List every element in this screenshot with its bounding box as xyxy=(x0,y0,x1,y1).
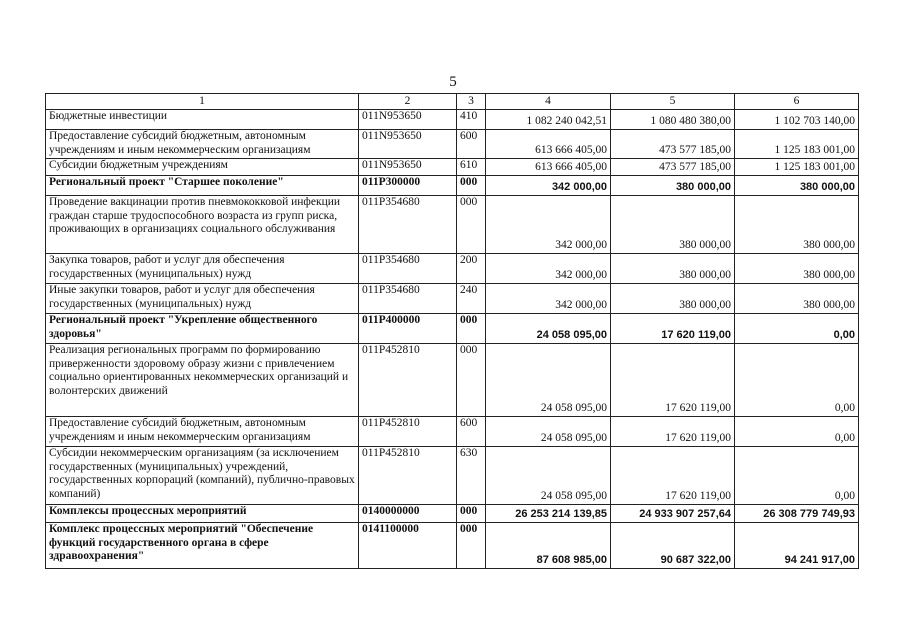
row-amount-col5: 17 620 119,00 xyxy=(611,417,735,447)
row-code: 011P452810 xyxy=(359,417,457,447)
table-row xyxy=(46,344,859,417)
row-amount-col5: 473 577 185,00 xyxy=(611,159,735,176)
budget-table xyxy=(45,93,859,569)
row-amount-col6: 380 000,00 xyxy=(735,284,859,314)
row-amount-col5: 380 000,00 xyxy=(611,254,735,284)
row-amount-col4: 613 666 405,00 xyxy=(486,159,611,176)
column-header: 5 xyxy=(611,94,735,110)
row-name: Проведение вакцинации против пневмококковой инфекции граждан старше трудоспособного возраста из групп риска, проживающих в организациях социального обслуживания xyxy=(46,196,359,254)
table-row xyxy=(46,196,859,254)
row-code: 011N953650 xyxy=(359,159,457,176)
row-name: Субсидии некоммерческим организациям (за исключением государственных (муниципальных) учреждений, государственных корпораций (компаний), публично-правовых компаний) xyxy=(46,447,359,505)
row-name: Предоставление субсидий бюджетным, автономным учреждениям и иным некоммерческим организациям xyxy=(46,417,359,447)
row-amount-col6: 0,00 xyxy=(735,447,859,505)
table-row xyxy=(46,417,859,447)
row-code: 0141100000 xyxy=(359,523,457,569)
row-amount-col5: 90 687 322,00 xyxy=(611,523,735,569)
row-amount-col5: 380 000,00 xyxy=(611,196,735,254)
row-amount-col6: 94 241 917,00 xyxy=(735,523,859,569)
row-amount-col4: 613 666 405,00 xyxy=(486,130,611,159)
row-amount-col5: 17 620 119,00 xyxy=(611,447,735,505)
row-amount-col5: 24 933 907 257,64 xyxy=(611,505,735,523)
table-row xyxy=(46,159,859,176)
row-amount-col4: 1 082 240 042,51 xyxy=(486,110,611,130)
row-code: 011P400000 xyxy=(359,314,457,344)
table-row xyxy=(46,130,859,159)
table-row xyxy=(46,284,859,314)
row-expense-type: 610 xyxy=(457,159,486,176)
row-expense-type: 600 xyxy=(457,417,486,447)
table-row xyxy=(46,254,859,284)
row-name: Комплекс процессных мероприятий "Обеспечение функций государственного органа в сфере здравоохранения" xyxy=(46,523,359,569)
row-amount-col6: 380 000,00 xyxy=(735,254,859,284)
row-expense-type: 240 xyxy=(457,284,486,314)
column-header: 6 xyxy=(735,94,859,110)
row-code: 011P354680 xyxy=(359,284,457,314)
table-row xyxy=(46,176,859,196)
row-amount-col4: 342 000,00 xyxy=(486,196,611,254)
row-name: Региональный проект "Укрепление общественного здоровья" xyxy=(46,314,359,344)
column-header: 2 xyxy=(359,94,457,110)
row-amount-col4: 26 253 214 139,85 xyxy=(486,505,611,523)
row-amount-col5: 380 000,00 xyxy=(611,176,735,196)
row-code: 011P354680 xyxy=(359,254,457,284)
row-amount-col6: 0,00 xyxy=(735,417,859,447)
row-expense-type: 410 xyxy=(457,110,486,130)
header-row xyxy=(46,94,859,110)
row-expense-type: 000 xyxy=(457,314,486,344)
page-number: 5 xyxy=(449,74,457,90)
row-expense-type: 630 xyxy=(457,447,486,505)
row-amount-col4: 24 058 095,00 xyxy=(486,447,611,505)
row-amount-col5: 473 577 185,00 xyxy=(611,130,735,159)
row-amount-col4: 87 608 985,00 xyxy=(486,523,611,569)
row-amount-col6: 0,00 xyxy=(735,344,859,417)
row-amount-col6: 26 308 779 749,93 xyxy=(735,505,859,523)
row-amount-col5: 17 620 119,00 xyxy=(611,344,735,417)
row-expense-type: 000 xyxy=(457,176,486,196)
table-row xyxy=(46,314,859,344)
row-name: Реализация региональных программ по формированию приверженности здоровому образу жизни с привлечением социально ориентированных некоммерческих организаций и волонтерских движений xyxy=(46,344,359,417)
row-name: Иные закупки товаров, работ и услуг для обеспечения государственных (муниципальных) нужд xyxy=(46,284,359,314)
row-amount-col6: 1 125 183 001,00 xyxy=(735,159,859,176)
row-expense-type: 000 xyxy=(457,196,486,254)
row-code: 011N953650 xyxy=(359,110,457,130)
row-expense-type: 600 xyxy=(457,130,486,159)
row-expense-type: 000 xyxy=(457,505,486,523)
row-amount-col4: 342 000,00 xyxy=(486,254,611,284)
row-code: 011P452810 xyxy=(359,447,457,505)
table-row xyxy=(46,505,859,523)
row-expense-type: 200 xyxy=(457,254,486,284)
table-row xyxy=(46,110,859,130)
row-amount-col5: 1 080 480 380,00 xyxy=(611,110,735,130)
row-amount-col4: 24 058 095,00 xyxy=(486,417,611,447)
row-amount-col4: 342 000,00 xyxy=(486,176,611,196)
column-header: 4 xyxy=(486,94,611,110)
row-amount-col5: 17 620 119,00 xyxy=(611,314,735,344)
row-code: 011N953650 xyxy=(359,130,457,159)
row-amount-col5: 380 000,00 xyxy=(611,284,735,314)
row-name: Региональный проект "Старшее поколение" xyxy=(46,176,359,196)
row-expense-type: 000 xyxy=(457,523,486,569)
table-row xyxy=(46,447,859,505)
row-name: Закупка товаров, работ и услуг для обеспечения государственных (муниципальных) нужд xyxy=(46,254,359,284)
row-name: Бюджетные инвестиции xyxy=(46,110,359,130)
row-amount-col6: 1 125 183 001,00 xyxy=(735,130,859,159)
row-amount-col4: 342 000,00 xyxy=(486,284,611,314)
row-name: Предоставление субсидий бюджетным, автономным учреждениям и иным некоммерческим организациям xyxy=(46,130,359,159)
row-amount-col4: 24 058 095,00 xyxy=(486,314,611,344)
table-row xyxy=(46,523,859,569)
row-amount-col6: 380 000,00 xyxy=(735,176,859,196)
row-code: 011P300000 xyxy=(359,176,457,196)
row-amount-col4: 24 058 095,00 xyxy=(486,344,611,417)
row-name: Комплексы процессных мероприятий xyxy=(46,505,359,523)
row-expense-type: 000 xyxy=(457,344,486,417)
row-name: Субсидии бюджетным учреждениям xyxy=(46,159,359,176)
column-header: 3 xyxy=(457,94,486,110)
row-code: 011P354680 xyxy=(359,196,457,254)
row-amount-col6: 380 000,00 xyxy=(735,196,859,254)
row-code: 0140000000 xyxy=(359,505,457,523)
column-header: 1 xyxy=(46,94,359,110)
row-amount-col6: 0,00 xyxy=(735,314,859,344)
row-amount-col6: 1 102 703 140,00 xyxy=(735,110,859,130)
row-code: 011P452810 xyxy=(359,344,457,417)
